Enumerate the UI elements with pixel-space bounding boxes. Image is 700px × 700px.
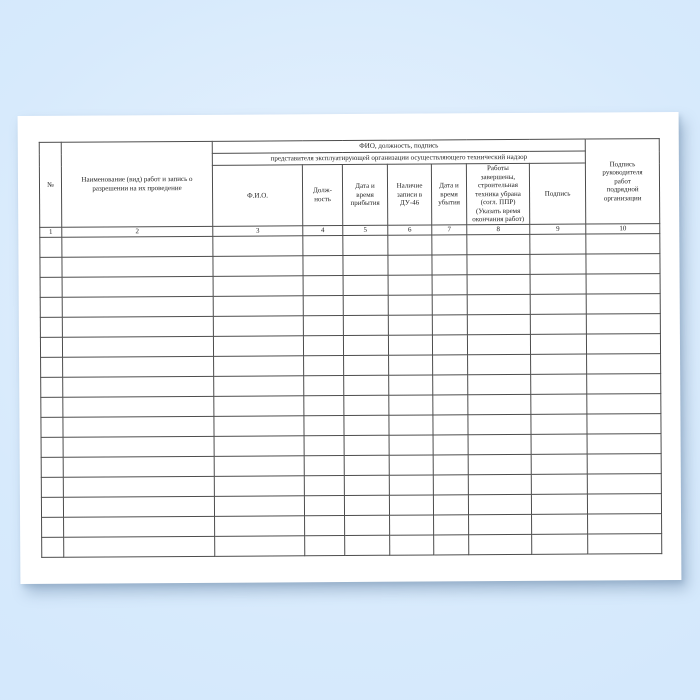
empty-cell (587, 434, 661, 454)
empty-cell (214, 416, 304, 437)
empty-cell (433, 475, 468, 495)
column-number-cell: 4 (303, 226, 343, 236)
empty-cell (304, 436, 344, 456)
column-header-signature: Подпись (529, 163, 585, 224)
empty-cell (62, 296, 213, 317)
work-log-table (39, 138, 663, 558)
column-header-departure: Дата и время убытия (431, 164, 466, 225)
empty-cell (42, 517, 64, 537)
empty-cell (41, 417, 63, 437)
empty-cell (214, 396, 304, 417)
empty-cell (63, 496, 214, 517)
empty-cell (389, 355, 433, 375)
empty-cell (344, 495, 389, 515)
empty-cell (468, 354, 531, 374)
empty-cell (587, 354, 661, 374)
empty-cell (303, 336, 343, 356)
empty-cell (213, 276, 303, 297)
empty-cell (467, 274, 530, 294)
column-header-work-name: Наименование (вид) работ и запись о разрешении на их проведение (61, 141, 213, 227)
empty-cell (62, 316, 213, 337)
column-number-cell: 9 (530, 224, 586, 234)
empty-cell (467, 234, 530, 254)
empty-cell (587, 334, 661, 354)
empty-cell (343, 235, 388, 255)
empty-cell (343, 275, 388, 295)
empty-cell (214, 436, 304, 457)
empty-cell (63, 416, 214, 437)
empty-cell (531, 354, 587, 374)
empty-cell (588, 514, 662, 534)
empty-cell (344, 475, 389, 495)
empty-cell (532, 514, 588, 534)
empty-cell (587, 494, 661, 514)
empty-cell (468, 434, 531, 454)
empty-cell (213, 296, 303, 317)
empty-cell (389, 395, 433, 415)
column-number-cell: 8 (467, 224, 530, 234)
empty-cell (303, 236, 343, 256)
column-number-cell: 6 (388, 225, 432, 235)
empty-cell (214, 376, 304, 397)
column-header-position: Долж- ность (302, 165, 342, 226)
empty-cell (588, 534, 662, 554)
empty-cell (531, 454, 587, 474)
empty-cell (586, 234, 660, 254)
empty-cell (432, 255, 467, 275)
empty-cell (467, 294, 530, 314)
empty-cell (345, 535, 390, 555)
empty-cell (389, 375, 433, 395)
empty-cell (40, 257, 62, 277)
empty-cell (432, 275, 467, 295)
empty-cell (213, 336, 303, 357)
empty-cell (41, 497, 63, 517)
empty-cell (214, 496, 304, 517)
empty-cell (432, 315, 467, 335)
empty-cell (587, 474, 661, 494)
empty-cell (531, 374, 587, 394)
column-header-works-done: Работы завершены, строительная техника убрана (согл. ППР) (Указать время окончания работ) (466, 163, 529, 224)
empty-cell (303, 316, 343, 336)
empty-cell (344, 415, 389, 435)
empty-cell (63, 456, 214, 477)
empty-cell (344, 395, 389, 415)
empty-cell (63, 396, 214, 417)
empty-cell (304, 476, 344, 496)
empty-cell (433, 415, 468, 435)
column-number-cell: 5 (343, 225, 388, 235)
empty-cell (530, 274, 586, 294)
empty-cell (433, 495, 468, 515)
empty-cell (468, 394, 531, 414)
column-header-arrival: Дата и время прибытия (342, 164, 387, 225)
empty-cell (530, 314, 586, 334)
empty-cell (214, 456, 304, 477)
empty-cell (215, 516, 305, 537)
group-header-line2: представителя эксплуатирующей организации осуществляющего технический надзор (212, 151, 585, 165)
empty-cell (63, 436, 214, 457)
empty-cell (214, 356, 304, 377)
empty-cell (432, 235, 467, 255)
column-header-du46: Наличие записи в ДУ-46 (387, 164, 431, 225)
empty-cell (303, 296, 343, 316)
empty-cell (432, 335, 467, 355)
empty-cell (213, 316, 303, 337)
empty-cell (531, 394, 587, 414)
empty-cell (433, 375, 468, 395)
empty-cell (41, 437, 63, 457)
empty-cell (586, 294, 660, 314)
empty-cell (388, 335, 432, 355)
empty-cell (531, 474, 587, 494)
empty-cell (343, 255, 388, 275)
empty-cell (434, 535, 469, 555)
empty-cell (434, 515, 469, 535)
empty-cell (467, 314, 530, 334)
column-number-cell: 10 (586, 224, 660, 234)
empty-cell (40, 317, 62, 337)
empty-cell (390, 535, 434, 555)
empty-cell (304, 396, 344, 416)
empty-cell (304, 416, 344, 436)
empty-cell (469, 514, 532, 534)
empty-cell (388, 315, 432, 335)
empty-cell (41, 357, 63, 377)
empty-cell (213, 256, 303, 277)
empty-cell (531, 494, 587, 514)
empty-cell (468, 374, 531, 394)
empty-cell (389, 475, 433, 495)
empty-cell (388, 275, 432, 295)
empty-cell (40, 337, 62, 357)
empty-cell (305, 516, 345, 536)
empty-cell (215, 536, 305, 557)
empty-cell (388, 295, 432, 315)
empty-cell (344, 355, 389, 375)
column-number-cell: 2 (62, 226, 213, 237)
empty-cell (343, 315, 388, 335)
empty-cell (530, 234, 586, 254)
column-number-cell: 7 (432, 225, 467, 235)
column-number-cell: 1 (40, 227, 62, 237)
empty-cell (345, 515, 390, 535)
empty-cell (304, 356, 344, 376)
empty-cell (343, 295, 388, 315)
empty-cell (432, 295, 467, 315)
empty-cell (468, 474, 531, 494)
empty-cell (41, 397, 63, 417)
empty-cell (62, 336, 213, 357)
empty-cell (388, 235, 432, 255)
empty-cell (344, 455, 389, 475)
column-header-fio: Ф.И.О. (212, 165, 302, 227)
empty-cell (63, 376, 214, 397)
empty-cell (42, 537, 64, 557)
column-number-cell: 3 (213, 226, 303, 237)
empty-cell (467, 334, 530, 354)
empty-cell (344, 375, 389, 395)
empty-data-row (42, 534, 662, 558)
empty-cell (304, 376, 344, 396)
empty-cell (389, 495, 433, 515)
empty-cell (41, 377, 63, 397)
empty-cell (433, 395, 468, 415)
empty-cell (214, 476, 304, 497)
table-body (39, 139, 662, 558)
empty-cell (433, 355, 468, 375)
empty-cell (389, 455, 433, 475)
empty-cell (63, 476, 214, 497)
empty-cell (468, 494, 531, 514)
empty-cell (586, 274, 660, 294)
empty-cell (41, 477, 63, 497)
empty-cell (40, 277, 62, 297)
empty-cell (303, 276, 343, 296)
document-page (18, 112, 682, 584)
empty-cell (40, 237, 62, 257)
empty-cell (468, 454, 531, 474)
group-header-line1: ФИО, должность, подпись (212, 139, 585, 153)
empty-cell (531, 434, 587, 454)
empty-cell (389, 415, 433, 435)
empty-cell (530, 254, 586, 274)
empty-cell (64, 516, 215, 537)
empty-cell (64, 536, 215, 557)
empty-cell (586, 314, 660, 334)
empty-cell (531, 414, 587, 434)
empty-cell (303, 256, 343, 276)
empty-cell (467, 254, 530, 274)
empty-cell (213, 236, 303, 257)
empty-cell (343, 335, 388, 355)
empty-cell (586, 254, 660, 274)
empty-cell (530, 294, 586, 314)
empty-cell (63, 356, 214, 377)
empty-cell (587, 394, 661, 414)
empty-cell (390, 515, 434, 535)
empty-cell (305, 536, 345, 556)
empty-cell (344, 435, 389, 455)
empty-cell (433, 435, 468, 455)
empty-cell (62, 276, 213, 297)
empty-cell (530, 334, 586, 354)
empty-cell (468, 414, 531, 434)
empty-cell (40, 297, 62, 317)
empty-cell (389, 435, 433, 455)
empty-cell (388, 255, 432, 275)
empty-cell (433, 455, 468, 475)
empty-cell (62, 256, 213, 277)
empty-cell (469, 534, 532, 554)
empty-cell (304, 456, 344, 476)
empty-cell (62, 236, 213, 257)
empty-cell (587, 454, 661, 474)
empty-cell (587, 374, 661, 394)
empty-cell (532, 534, 588, 554)
empty-cell (587, 414, 661, 434)
empty-cell (41, 457, 63, 477)
column-header-contractor-signature: Подпись руководителя работ подрядной организации (585, 139, 660, 224)
empty-cell (304, 496, 344, 516)
column-header-no: № (39, 142, 62, 227)
